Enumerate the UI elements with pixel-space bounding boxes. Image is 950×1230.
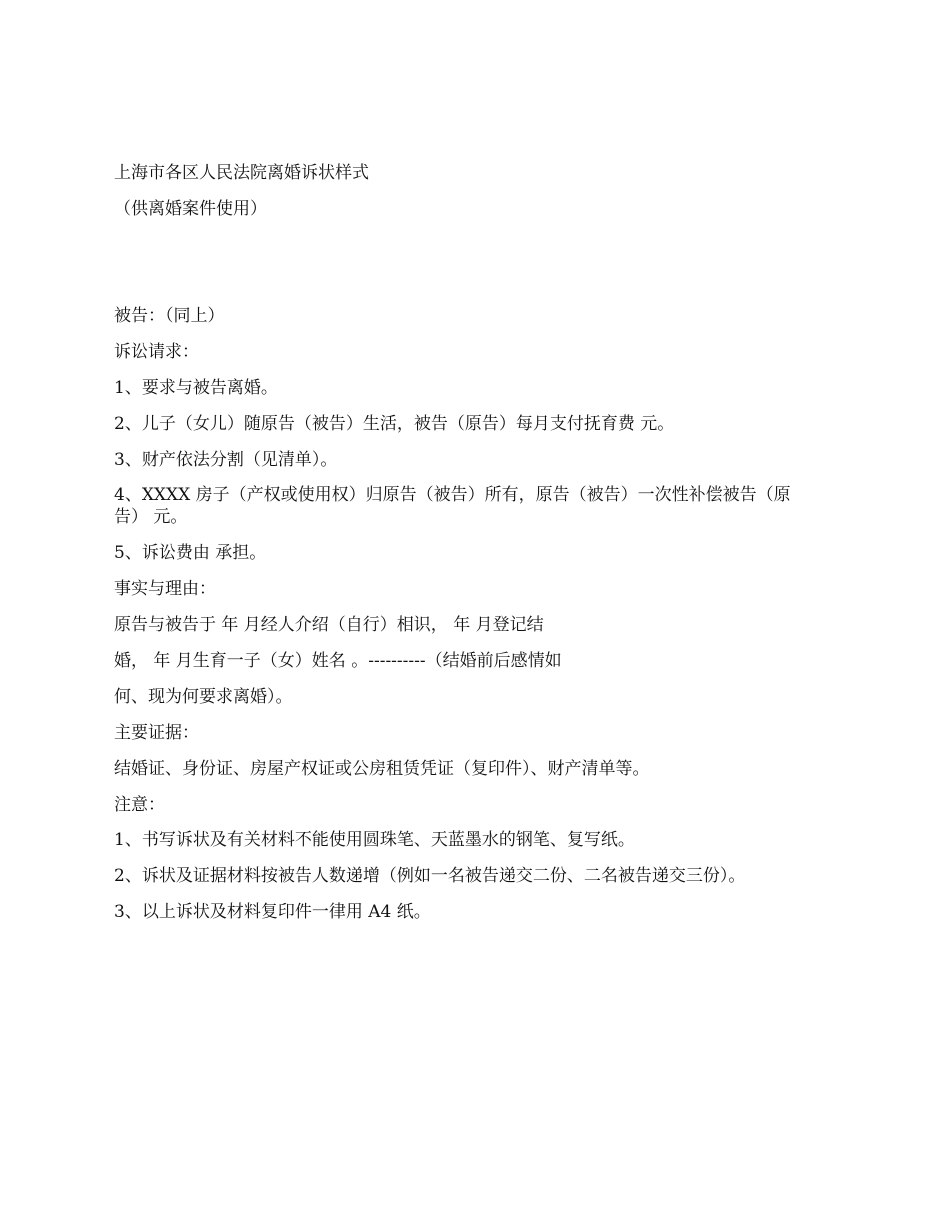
note-item: 2、诉状及证据材料按被告人数递增（例如一名被告递交二份、二名被告递交三份）。 bbox=[114, 866, 746, 886]
document-subtitle: （供离婚案件使用） bbox=[114, 199, 267, 219]
claim-item: 2、儿子（女儿）随原告（被告）生活，被告（原告）每月支付抚育费 元。 bbox=[114, 414, 675, 434]
claim-item: 3、财产依法分割（见清单）。 bbox=[114, 450, 338, 470]
facts-line: 原告与被告于 年 月经人介绍（自行）相识， 年 月登记结 bbox=[114, 615, 544, 635]
defendant-line: 被告：（同上） bbox=[114, 306, 225, 326]
note-item: 1、书写诉状及有关材料不能使用圆珠笔、天蓝墨水的钢笔、复写纸。 bbox=[114, 830, 635, 850]
notes-heading: 注意： bbox=[114, 795, 165, 815]
facts-line: 何、现为何要求离婚）。 bbox=[114, 687, 293, 707]
evidence-heading: 主要证据： bbox=[114, 723, 199, 743]
note-item: 3、以上诉状及材料复印件一律用 A4 纸。 bbox=[114, 902, 431, 922]
claims-heading: 诉讼请求： bbox=[114, 342, 199, 362]
evidence-text: 结婚证、身份证、房屋产权证或公房租赁凭证（复印件）、财产清单等。 bbox=[114, 759, 650, 779]
facts-heading: 事实与理由： bbox=[114, 579, 216, 599]
facts-line: 婚， 年 月生育一子（女）姓名 。----------（结婚前后感情如 bbox=[114, 651, 562, 671]
claim-item: 1、要求与被告离婚。 bbox=[114, 378, 278, 398]
claim-item: 5、诉讼费由 承担。 bbox=[114, 543, 267, 563]
document-title: 上海市各区人民法院离婚诉状样式 bbox=[114, 163, 369, 183]
claim-item: 4、XXXX 房子（产权或使用权）归原告（被告）所有，原告（被告）一次性补偿被告（原告） 元。 bbox=[114, 485, 791, 527]
